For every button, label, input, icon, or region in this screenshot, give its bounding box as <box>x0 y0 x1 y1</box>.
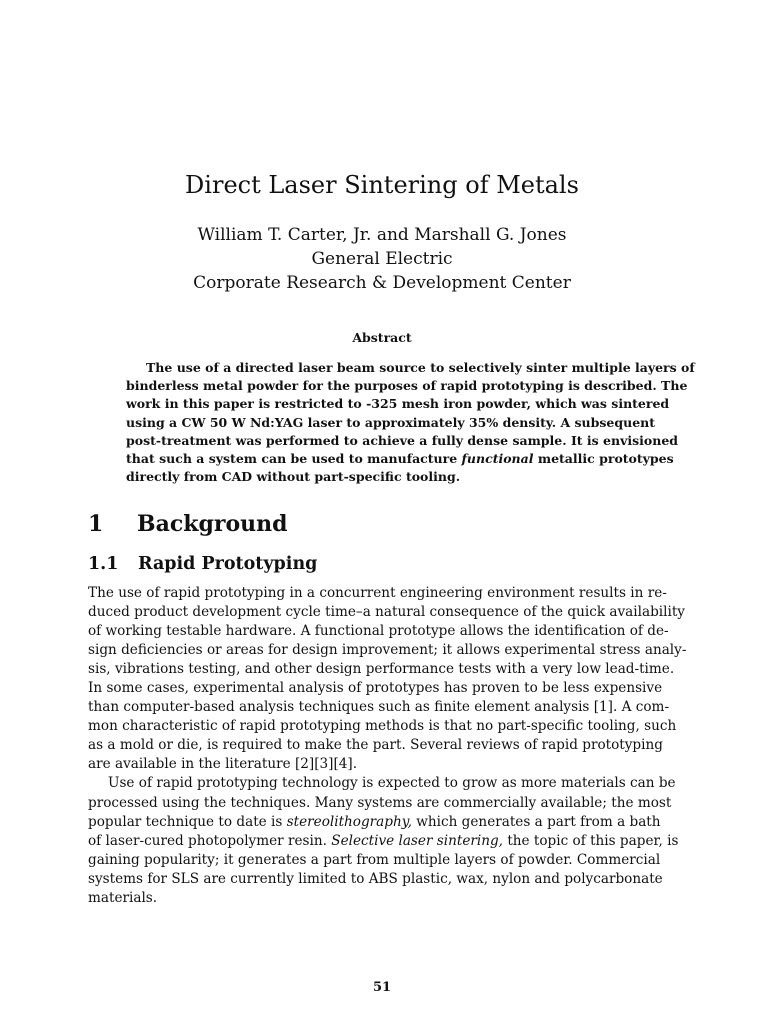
abstract-heading: Abstract <box>352 330 412 345</box>
author-department: Corporate Research & Development Center <box>193 273 571 293</box>
subsection-number: 1.1 <box>88 554 119 574</box>
paragraph-line: Use of rapid prototyping technology is expected to grow as more materials can be <box>108 775 676 792</box>
subsection-title: Rapid Prototyping <box>138 554 318 574</box>
author-organization: General Electric <box>311 249 453 269</box>
paragraph-line: materials. <box>88 889 158 906</box>
paragraph-text: of laser-cured photopolymer resin. <box>88 832 332 849</box>
abstract-line: The use of a directed laser beam source to selectively sinter multiple layers of <box>146 360 695 375</box>
paragraph-line: mon characteristic of rapid prototyping methods is that no part-specific tooling, such <box>88 718 677 735</box>
paragraph-line: gaining popularity; it generates a part from multiple layers of powder. Commercial <box>88 851 661 868</box>
author-block <box>0 223 764 295</box>
paragraph-line: systems for SLS are currently limited to ABS plastic, wax, nylon and polycarbonate <box>88 870 663 887</box>
abstract-text: that such a system can be used to manufacture <box>126 450 462 466</box>
paragraph-line: duced product development cycle time–a natural consequence of the quick availability <box>88 604 685 621</box>
abstract-line: using a CW 50 W Nd:YAG laser to approximately 35% density. A subsequent <box>126 414 656 430</box>
paragraph-emphasis: stereolithography, <box>286 813 412 830</box>
abstract-emphasis: functional <box>461 450 534 466</box>
paper-title: Direct Laser Sintering of Metals <box>185 171 579 199</box>
paragraph-line: The use of rapid prototyping in a concurrent engineering environment results in re- <box>88 585 667 601</box>
section-number: 1 <box>88 511 104 537</box>
paragraph-line <box>88 813 668 832</box>
abstract-line: directly from CAD without part-specific tooling. <box>126 469 461 485</box>
paragraph-line <box>88 832 679 851</box>
page-number: 51 <box>372 980 392 995</box>
paragraph-line: In some cases, experimental analysis of prototypes has proven to be less expensive <box>88 680 663 697</box>
paragraph-emphasis: Selective laser sintering, <box>331 832 503 849</box>
paragraph-line: than computer-based analysis techniques such as finite element analysis [1]. A com- <box>88 699 670 716</box>
section-title: Background <box>137 511 288 537</box>
abstract-line: binderless metal powder for the purposes of rapid prototyping is described. The <box>126 378 688 394</box>
paragraph-text: the topic of this paper, is <box>503 832 679 849</box>
paragraph-line: sign deficiencies or areas for design improvement; it allows experimental stress analy- <box>88 642 687 659</box>
paragraph-line: of working testable hardware. A functional prototype allows the identification of de- <box>88 623 669 640</box>
paragraph-line: are available in the literature [2][3][4]. <box>88 756 358 773</box>
abstract-body <box>126 359 695 486</box>
abstract-line: work in this paper is restricted to -325 mesh iron powder, which was sintered <box>126 396 670 412</box>
paragraph-text: popular technique to date is <box>88 813 287 830</box>
paragraph-text: which generates a part from a bath <box>411 813 661 830</box>
subsection-heading <box>88 554 317 574</box>
abstract-line <box>126 450 674 468</box>
paragraph-line: sis, vibrations testing, and other design performance tests with a very low lead-time. <box>88 661 675 678</box>
body-text <box>88 584 687 908</box>
paragraph-line: as a mold or die, is required to make the part. Several reviews of rapid prototyping <box>88 737 663 754</box>
abstract-line: post-treatment was performed to achieve a fully dense sample. It is envisioned <box>126 432 679 448</box>
abstract-text: metallic prototypes <box>533 450 674 466</box>
author-names: William T. Carter, Jr. and Marshall G. Jones <box>197 225 567 245</box>
paragraph-line: processed using the techniques. Many systems are commercially available; the most <box>88 794 672 811</box>
section-heading <box>88 511 288 537</box>
